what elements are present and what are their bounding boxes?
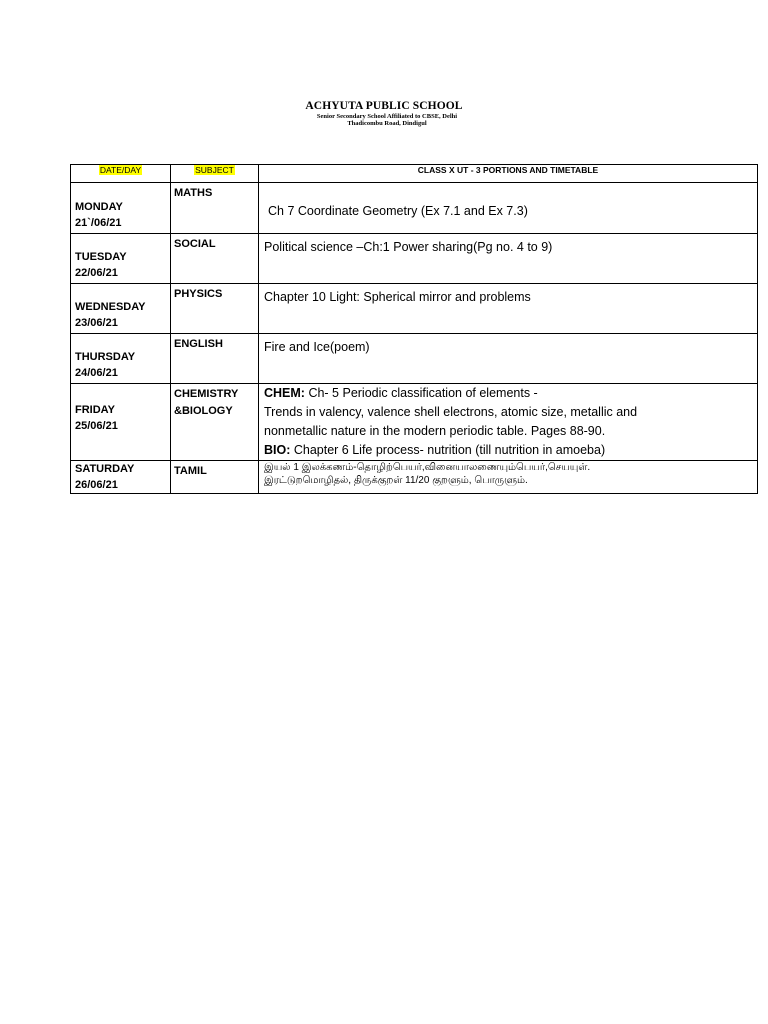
table-row — [71, 334, 758, 384]
portion-cell — [259, 284, 758, 334]
subject-cell — [171, 461, 259, 494]
table-row — [71, 284, 758, 334]
day-cell — [71, 183, 171, 234]
chem-line-3: nonmetallic nature in the modern periodic table. Pages 88-90. — [264, 424, 606, 438]
subject-cell — [171, 234, 259, 284]
day-date: 26/06/21 — [75, 479, 118, 491]
table-row — [71, 461, 758, 494]
subject-label: TAMIL — [174, 465, 207, 477]
subject-label-line2: &BIOLOGY — [174, 405, 233, 417]
portion-text: Chapter 10 Light: Spherical mirror and problems — [264, 290, 531, 304]
table-row — [71, 234, 758, 284]
portion-text: Ch 7 Coordinate Geometry (Ex 7.1 and Ex 7.3) — [268, 204, 528, 218]
tamil-portion-line1: இயல் 1 இலக்கணம்-தொழிற்பெயர்,வினையாலணையும்பெயர்,செயயுள். — [264, 462, 591, 473]
subject-cell — [171, 384, 259, 461]
day-name: TUESDAY — [75, 251, 127, 263]
table-row — [71, 384, 758, 461]
day-name: WEDNESDAY — [75, 301, 146, 313]
header-date-day — [71, 165, 171, 183]
day-name: MONDAY — [75, 201, 123, 213]
tamil-portion-line2: இரட்டுறமொழிதல், திருக்குறள் 11/20 குறளும், பொருளும். — [264, 475, 528, 486]
subject-label: PHYSICS — [174, 288, 223, 300]
day-date: 24/06/21 — [75, 367, 118, 379]
day-name: THURSDAY — [75, 351, 136, 363]
timetable — [70, 164, 758, 494]
day-name: SATURDAY — [75, 463, 135, 475]
chem-line-2: Trends in valency, valence shell electrons, atomic size, metallic and — [264, 405, 638, 419]
subject-cell — [171, 334, 259, 384]
subject-label: ENGLISH — [174, 338, 223, 350]
day-cell — [71, 284, 171, 334]
subject-cell — [171, 183, 259, 234]
portion-text: Fire and Ice(poem) — [264, 340, 370, 354]
document-header — [0, 100, 768, 127]
portion-cell — [259, 183, 758, 234]
table-row — [71, 183, 758, 234]
bio-label: BIO: — [264, 443, 291, 457]
subject-cell — [171, 284, 259, 334]
chem-text: Ch- 5 Periodic classification of elements - — [304, 386, 538, 400]
subject-label: MATHS — [174, 187, 213, 199]
school-affiliation: Senior Secondary School Affiliated to CBSE, Delhi — [316, 113, 458, 120]
day-date: 23/06/21 — [75, 317, 118, 329]
day-cell — [71, 461, 171, 494]
header-date-day-label: DATE/DAY — [99, 165, 142, 175]
bio-text: Chapter 6 Life process- nutrition (till nutrition in amoeba) — [290, 443, 606, 457]
day-cell — [71, 234, 171, 284]
portion-text: Political science –Ch:1 Power sharing(Pg no. 4 to 9) — [264, 240, 553, 254]
header-subject-label: SUBJECT — [195, 165, 234, 175]
day-cell — [71, 384, 171, 461]
school-name: ACHYUTA PUBLIC SCHOOL — [305, 100, 463, 112]
header-title: CLASS X UT - 3 PORTIONS AND TIMETABLE — [259, 165, 758, 183]
day-date: 21`/06/21 — [75, 217, 122, 229]
day-cell — [71, 334, 171, 384]
header-subject — [171, 165, 259, 183]
portion-cell — [259, 461, 758, 494]
portion-cell — [259, 384, 758, 461]
subject-label-line1: CHEMISTRY — [174, 388, 239, 400]
portion-cell — [259, 334, 758, 384]
subject-label: SOCIAL — [174, 238, 216, 250]
school-address: Thadicombu Road, Dindigul — [347, 120, 427, 127]
day-date: 22/06/21 — [75, 267, 118, 279]
day-name: FRIDAY — [75, 404, 115, 416]
day-date: 25/06/21 — [75, 420, 118, 432]
table-header-row — [71, 165, 758, 183]
chem-label: CHEM: — [264, 386, 305, 400]
portion-cell — [259, 234, 758, 284]
